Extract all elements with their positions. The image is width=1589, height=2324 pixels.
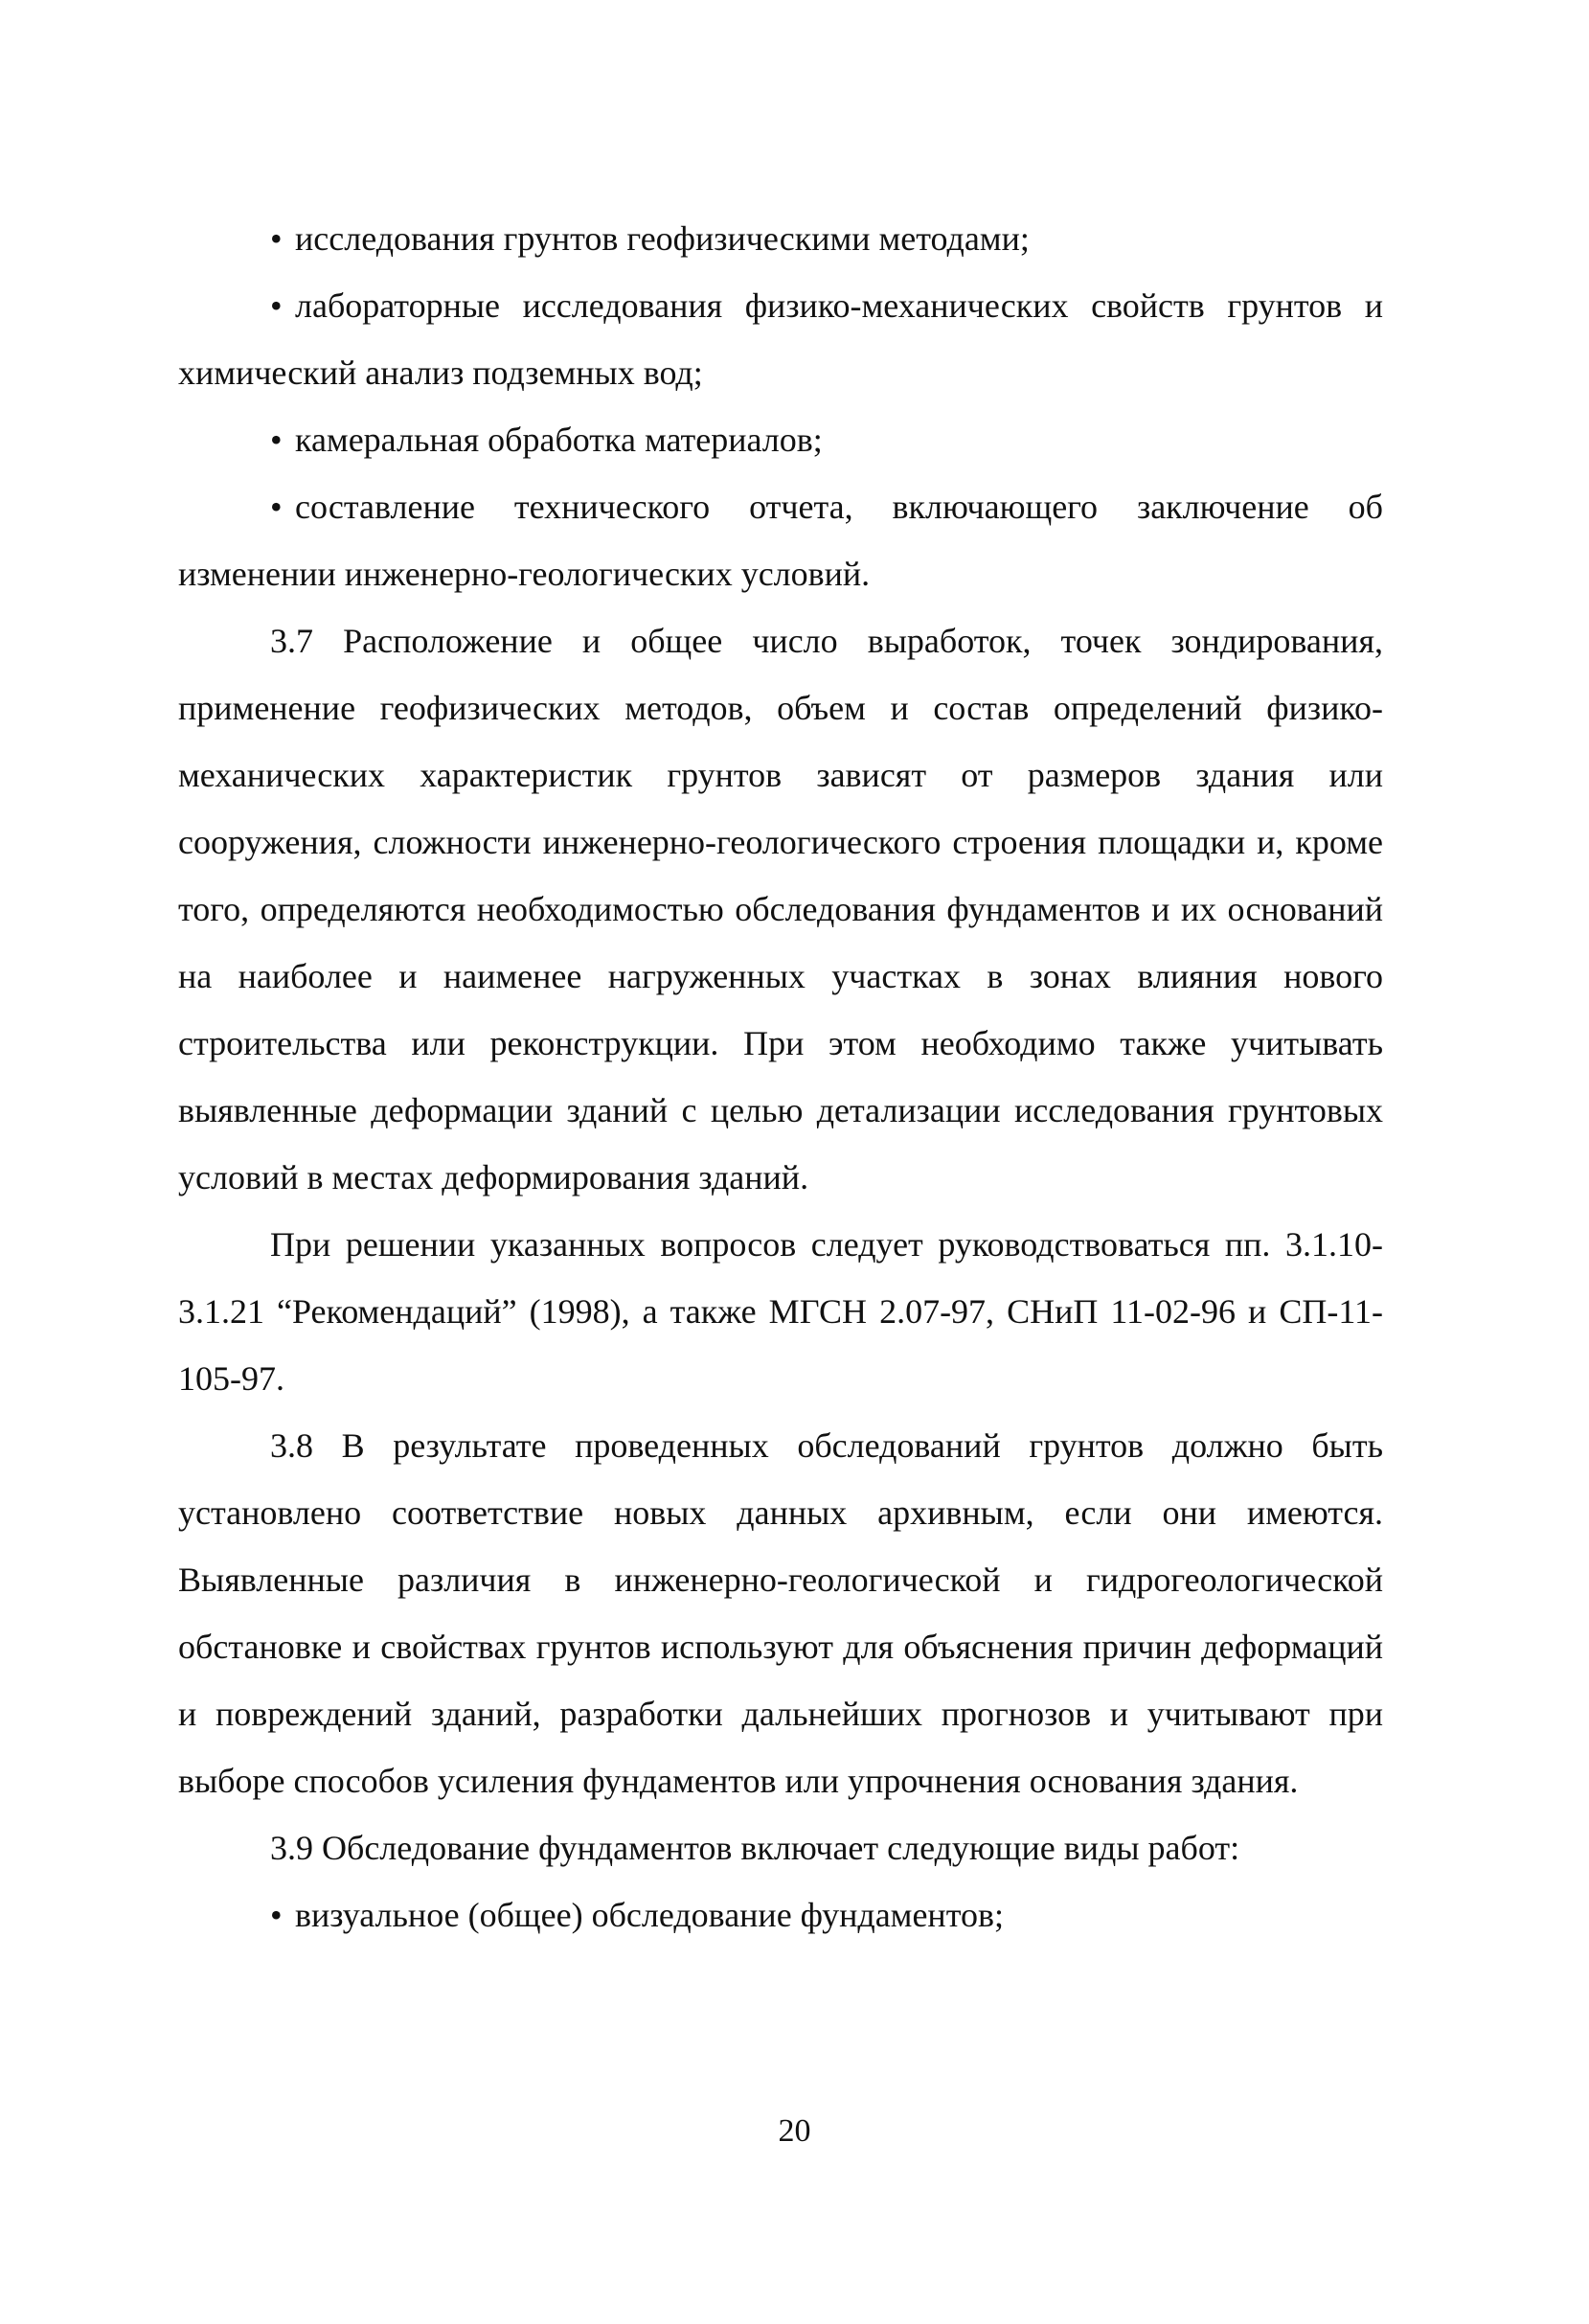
page-body — [178, 205, 1383, 1948]
bullet-icon: • — [270, 219, 283, 258]
bullet-text: визуальное (общее) обследование фундаментов; — [295, 1896, 1004, 1934]
paragraph-3-7: 3.7 Расположение и общее число выработок, точек зондирования, применение геофизических методов, объем и состав определений физико-механических характеристик грунтов зависят от размеров здания или сооружения, сложности инженерно-геологического строения площадки и, кроме того, определяются необходимостью обследования фундаментов и их оснований на наиболее и наименее нагруженных участках в зонах влияния нового строительства или реконструкции. При этом необходимо также учитывать выявленные деформации зданий с целью детализации исследования грунтовых условий в местах деформирования зданий. — [178, 622, 1383, 1196]
bullet-item — [178, 473, 1383, 607]
bullet-text: исследования грунтов геофизическими методами; — [295, 219, 1030, 258]
bullet-icon: • — [270, 421, 283, 459]
paragraph-references: При решении указанных вопросов следует руководствоваться пп. 3.1.10-3.1.21 “Рекомендаций” (1998), а также МГСН 2.07-97, СНиП 11-02-96 и СП-11-105-97. — [178, 1225, 1383, 1398]
bullet-icon: • — [270, 1896, 283, 1934]
bullet-icon: • — [270, 286, 283, 325]
bullet-item — [178, 1881, 1383, 1948]
page-number: 20 — [778, 2113, 811, 2149]
bullet-item — [178, 406, 1383, 473]
bullet-item — [178, 272, 1383, 406]
bullet-item — [178, 205, 1383, 272]
bullet-text: лабораторные исследования физико-механических свойств грунтов и химический анализ подземных вод; — [178, 286, 1383, 392]
bullet-text: камеральная обработка материалов; — [295, 421, 823, 459]
paragraph-3-8: 3.8 В результате проведенных обследований грунтов должно быть установлено соответствие новых данных архивным, если они имеются. Выявленные различия в инженерно-геологической и гидрогеологической обстановке и свойствах грунтов используют для объяснения причин деформаций и повреждений зданий, разработки дальнейших прогнозов и учитывают при выборе способов усиления фундаментов или упрочнения основания здания. — [178, 1426, 1383, 1800]
bullet-icon: • — [270, 488, 283, 526]
bullet-text: составление технического отчета, включающего заключение об изменении инженерно-геологических условий. — [178, 488, 1383, 593]
paragraph-3-9: 3.9 Обследование фундаментов включает следующие виды работ: — [270, 1829, 1240, 1867]
